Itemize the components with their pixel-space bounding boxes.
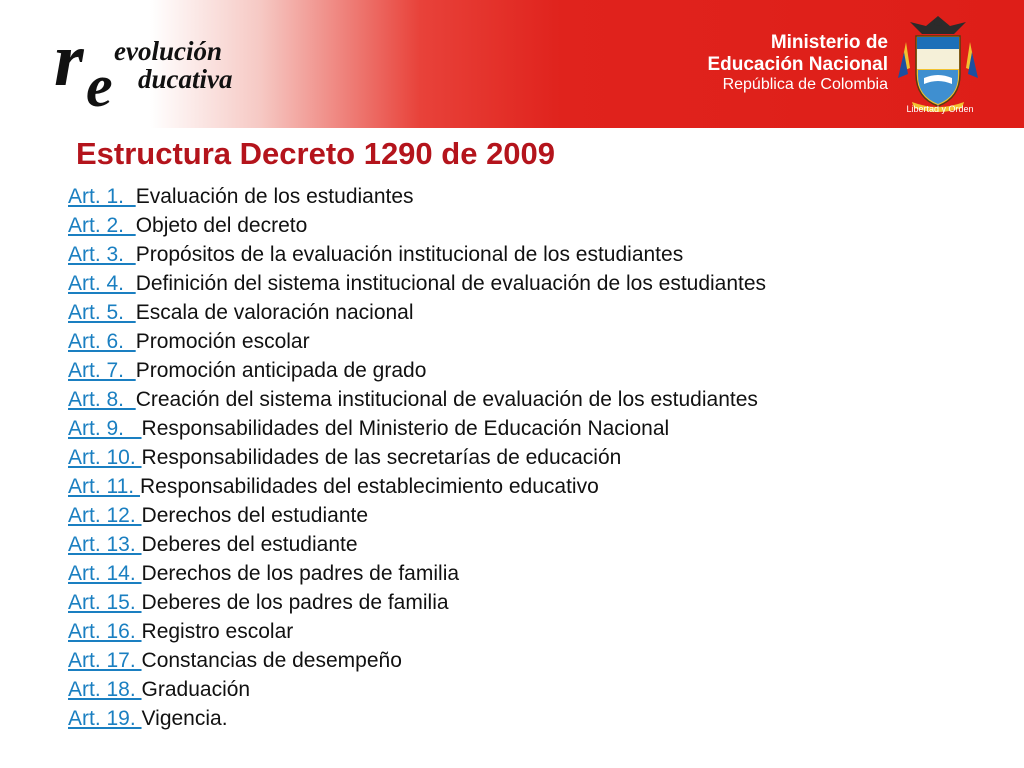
article-item: [68, 269, 766, 298]
article-description: Escala de valoración nacional: [135, 301, 414, 324]
article-link[interactable]: Art. 1.: [68, 185, 136, 208]
article-item: [68, 501, 766, 530]
article-description: Deberes del estudiante: [141, 533, 358, 556]
ministry-line-2: Educación Nacional: [707, 54, 888, 76]
article-description: Definición del sistema institucional de evaluación de los estudiantes: [135, 272, 767, 295]
article-link[interactable]: Art. 3.: [68, 243, 136, 266]
article-description: Responsabilidades del establecimiento educativo: [139, 475, 599, 498]
article-item: [68, 182, 766, 211]
article-description: Deberes de los padres de familia: [141, 591, 449, 614]
article-description: Graduación: [141, 678, 251, 701]
article-description: Evaluación de los estudiantes: [135, 185, 414, 208]
logo-mark-e: e: [86, 53, 113, 119]
page-title: Estructura Decreto 1290 de 2009: [76, 136, 556, 171]
article-link[interactable]: Art. 19.: [68, 707, 142, 730]
article-item: [68, 327, 766, 356]
revolucion-educativa-logo: [48, 18, 288, 119]
article-link[interactable]: Art. 10.: [68, 446, 142, 469]
article-link[interactable]: Art. 17.: [68, 649, 142, 672]
article-link[interactable]: Art. 7.: [68, 359, 136, 382]
article-item: [68, 385, 766, 414]
article-description: Promoción escolar: [135, 330, 310, 353]
article-item: [68, 356, 766, 385]
article-item: [68, 211, 766, 240]
article-link[interactable]: Art. 8.: [68, 388, 136, 411]
article-link[interactable]: Art. 13.: [68, 533, 142, 556]
article-link[interactable]: Art. 14.: [68, 562, 142, 585]
article-item: [68, 472, 766, 501]
article-link[interactable]: Art. 18.: [68, 678, 142, 701]
article-link[interactable]: Art. 6.: [68, 330, 136, 353]
article-description: Responsabilidades del Ministerio de Educación Nacional: [141, 417, 670, 440]
header-banner: [0, 0, 1024, 128]
motto-text: Libertad y Orden: [906, 104, 974, 114]
article-description: Creación del sistema institucional de evaluación de los estudiantes: [135, 388, 758, 411]
logo-word-revolucion: evolución: [114, 36, 222, 66]
ministry-name: [707, 32, 888, 95]
article-description: Constancias de desempeño: [141, 649, 402, 672]
article-item: [68, 617, 766, 646]
article-item: [68, 298, 766, 327]
article-link[interactable]: Art. 15.: [68, 591, 142, 614]
article-description: Propósitos de la evaluación institucional de los estudiantes: [135, 243, 684, 266]
article-description: Responsabilidades de las secretarías de educación: [141, 446, 622, 469]
article-item: [68, 646, 766, 675]
coat-of-arms-icon: [896, 12, 980, 112]
article-description: Derechos de los padres de familia: [141, 562, 460, 585]
article-item: [68, 588, 766, 617]
ministry-line-3: República de Colombia: [722, 76, 888, 94]
article-link[interactable]: Art. 16.: [68, 620, 142, 643]
article-description: Promoción anticipada de grado: [135, 359, 427, 382]
article-link[interactable]: Art. 2.: [68, 214, 136, 237]
article-link[interactable]: Art. 5.: [68, 301, 136, 324]
article-item: [68, 559, 766, 588]
article-link[interactable]: Art. 9.: [68, 417, 142, 440]
article-description: Registro escolar: [141, 620, 294, 643]
logo-word-educativa: ducativa: [138, 64, 233, 94]
article-list: [68, 182, 766, 733]
article-item: [68, 675, 766, 704]
article-item: [68, 240, 766, 269]
article-link[interactable]: Art. 12.: [68, 504, 142, 527]
article-description: Objeto del decreto: [135, 214, 308, 237]
article-item: [68, 414, 766, 443]
article-link[interactable]: Art. 11.: [68, 475, 140, 498]
article-link[interactable]: Art. 4.: [68, 272, 136, 295]
article-description: Derechos del estudiante: [141, 504, 369, 527]
article-item: [68, 443, 766, 472]
article-item: [68, 530, 766, 559]
article-description: Vigencia.: [141, 707, 228, 730]
logo-mark-r: r: [54, 18, 84, 102]
article-item: [68, 704, 766, 733]
ministry-line-1: Ministerio de: [770, 32, 888, 53]
